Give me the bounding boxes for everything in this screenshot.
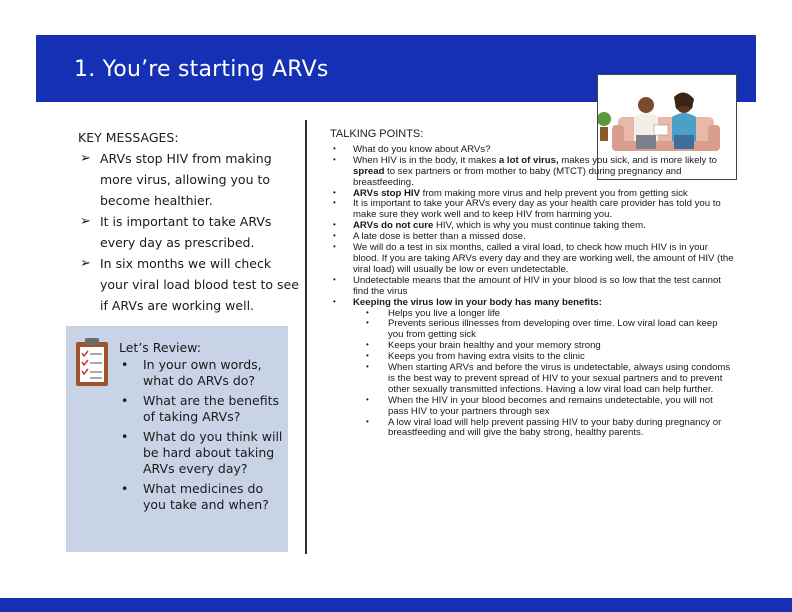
bullet-icon: • (333, 231, 336, 241)
review-question (119, 357, 284, 389)
bullet-icon: • (121, 429, 129, 444)
bullet-icon: • (121, 481, 129, 496)
bullet-icon: • (333, 143, 336, 153)
review-question (119, 393, 284, 425)
review-question-text: What medicines do you take and when? (143, 481, 269, 512)
arrow-bullet-icon: ➢ (80, 151, 91, 166)
bullet-icon: • (121, 393, 129, 408)
slide-title: 1. You’re starting ARVs (74, 57, 329, 82)
benefit-item: • Helps you live a longer life (366, 307, 500, 319)
review-title: Let’s Review: (119, 340, 201, 355)
key-message-item (78, 148, 303, 211)
benefit-item: • When the HIV in your blood becomes and remains undetectable, you will not pass HIV to your partners through sex (366, 394, 713, 417)
bullet-icon: • (366, 307, 369, 317)
talking-point: • A late dose is better than a missed dose. (333, 231, 526, 243)
benefit-item: • Keeps your brain healthy and your memory strong (366, 340, 601, 352)
benefit-item: • A low viral load will help prevent passing HIV to your baby during pregnancy or breastfeeding and will give the baby strong, healthy parents. (366, 416, 722, 439)
footer-bar (0, 598, 792, 612)
bullet-icon: • (333, 198, 336, 208)
key-message-item (78, 211, 303, 253)
review-question (119, 481, 284, 513)
bullet-icon: • (333, 220, 336, 230)
review-question-text: What are the benefits of taking ARVs? (143, 393, 280, 424)
key-messages (78, 130, 303, 316)
talking-point: • ARVs do not cure HIV, which is why you must continue taking them. (333, 220, 646, 232)
arrow-bullet-icon: ➢ (80, 256, 91, 271)
benefit-item: • Keeps you from having extra visits to the clinic (366, 351, 585, 363)
bullet-icon: • (366, 416, 369, 426)
talking-point: • Keeping the virus low in your body has many benefits: (333, 296, 602, 308)
review-box (66, 326, 288, 552)
key-messages-heading: KEY MESSAGES: (78, 130, 179, 145)
talking-point: • We will do a test in six months, called a viral load, to check how much HIV is in your blood. If you are taking ARVs every day and they are working well, the amount of HIV (the viral load) will usually be low or even undetectable. (333, 242, 734, 275)
key-message-item (78, 253, 303, 316)
review-question-text: In your own words, what do ARVs do? (143, 357, 262, 388)
key-message-text: In six months we will check your viral load blood test to see if ARVs are working well. (100, 256, 299, 313)
bullet-icon: • (366, 351, 369, 361)
key-message-text: ARVs stop HIV from making more virus, allowing you to become healthier. (100, 151, 272, 208)
benefit-item: • Prevents serious illnesses from developing over time. Low viral load can keep you from getting sick (366, 318, 718, 341)
talking-point: • When HIV is in the body, it makes a lot of virus, makes you sick, and is more likely to spread to sex partners or from mother to baby (MTCT) during pregnancy and breastfeeding. (333, 154, 717, 188)
bullet-icon: • (366, 340, 369, 350)
bullet-icon: • (121, 357, 129, 372)
review-question (119, 429, 284, 477)
bullet-icon: • (333, 187, 336, 197)
bullet-icon: • (333, 274, 336, 284)
bullet-icon: • (366, 362, 369, 372)
arrow-bullet-icon: ➢ (80, 214, 91, 229)
clipboard-icon (74, 336, 110, 388)
bullet-icon: • (366, 394, 369, 404)
benefit-item: • When starting ARVs and before the virus is undetectable, always using condoms is the best way to prevent spread of HIV to your sexual partners and to prevent other sexually transmitted infections. Having a low viral load can help further. (366, 362, 731, 395)
bullet-icon: • (366, 318, 369, 328)
talking-points-heading: TALKING POINTS: (330, 128, 424, 140)
review-content (119, 340, 284, 517)
talking-points (330, 129, 735, 439)
talking-point: • ARVs stop HIV from making more virus and help prevent you from getting sick (333, 187, 688, 199)
talking-point: • It is important to take your ARVs every day as your health care provider has told you to make sure they work well and to keep HIV from harming you. (333, 198, 721, 221)
talking-point: • What do you know about ARVs? (333, 143, 491, 155)
bullet-icon: • (333, 242, 336, 252)
column-divider (305, 120, 307, 554)
key-message-text: It is important to take ARVs every day as prescribed. (100, 214, 272, 250)
review-question-text: What do you think will be hard about taking ARVs every day? (143, 429, 283, 476)
bullet-icon: • (333, 296, 336, 306)
bullet-icon: • (333, 154, 336, 164)
talking-point: • Undetectable means that the amount of HIV in your blood is so low that the test cannot find the virus (333, 274, 721, 297)
